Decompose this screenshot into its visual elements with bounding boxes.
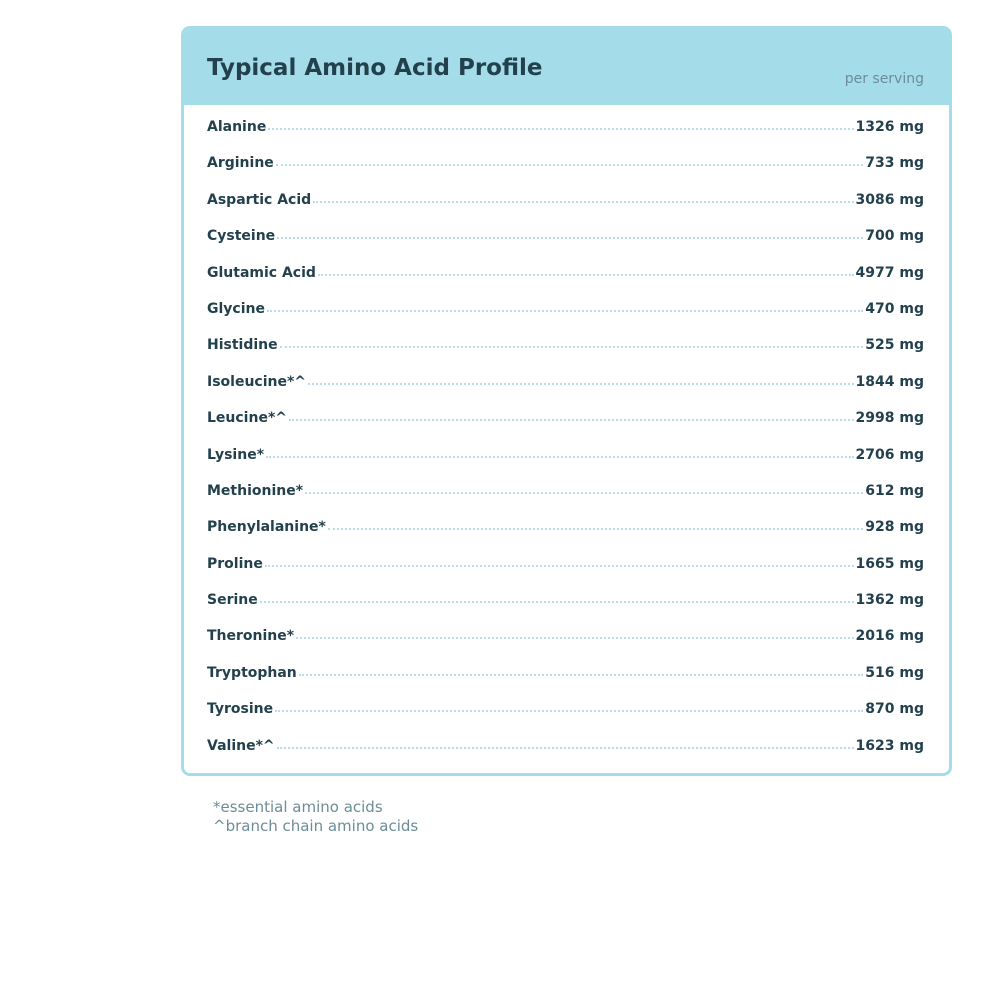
amino-acid-amount: 516 mg — [865, 664, 924, 681]
list-item — [207, 410, 924, 446]
dotted-leader — [305, 492, 863, 494]
dotted-leader — [267, 310, 863, 312]
footnotes — [213, 798, 418, 836]
list-item — [207, 265, 924, 301]
amino-acid-amount: 525 mg — [865, 337, 924, 354]
amino-acid-panel — [181, 26, 952, 776]
dotted-leader — [260, 601, 854, 603]
amino-acid-name: Tyrosine — [207, 701, 274, 718]
amino-acid-amount: 1623 mg — [855, 737, 924, 754]
amino-acid-amount: 612 mg — [865, 482, 924, 499]
amino-acid-amount: 2016 mg — [855, 628, 924, 645]
amino-acid-name: Histidine — [207, 337, 278, 354]
list-item — [207, 228, 924, 264]
dotted-leader — [313, 201, 853, 203]
dotted-leader — [296, 637, 853, 639]
amino-acid-name: Isoleucine*^ — [207, 373, 307, 390]
amino-acid-amount: 470 mg — [865, 300, 924, 317]
list-item — [207, 592, 924, 628]
amino-acid-amount: 1326 mg — [855, 119, 924, 135]
amino-acid-name: Aspartic Acid — [207, 191, 312, 208]
dotted-leader — [299, 674, 864, 676]
list-item — [207, 556, 924, 592]
amino-acid-amount: 733 mg — [865, 155, 924, 172]
dotted-leader — [276, 164, 863, 166]
amino-acid-name: Theronine* — [207, 628, 295, 645]
amino-acid-name: Proline — [207, 555, 263, 572]
panel-title: Typical Amino Acid Profile — [207, 55, 543, 81]
amino-acid-name: Alanine — [207, 119, 267, 135]
list-item — [207, 701, 924, 737]
amino-acid-amount: 3086 mg — [855, 191, 924, 208]
amino-acid-amount: 2706 mg — [855, 446, 924, 463]
dotted-leader — [318, 274, 854, 276]
list-item — [207, 374, 924, 410]
footnote-branch-chain: ^branch chain amino acids — [213, 817, 419, 835]
amino-acid-amount: 4977 mg — [855, 264, 924, 281]
dotted-leader — [289, 419, 854, 421]
amino-acid-name: Cysteine — [207, 228, 276, 245]
amino-acid-name: Glutamic Acid — [207, 264, 316, 281]
dotted-leader — [266, 456, 854, 458]
list-item — [207, 337, 924, 373]
list-item — [207, 628, 924, 664]
footnote-essential: *essential amino acids — [213, 798, 383, 816]
amino-acid-name: Lysine* — [207, 446, 265, 463]
amino-acid-amount: 928 mg — [865, 519, 924, 536]
amino-acid-name: Phenylalanine* — [207, 519, 326, 536]
dotted-leader — [277, 237, 863, 239]
amino-acid-amount: 1362 mg — [855, 592, 924, 609]
amino-acid-amount: 870 mg — [865, 701, 924, 718]
list-item — [207, 483, 924, 519]
list-item — [207, 447, 924, 483]
panel-subtitle: per serving — [844, 71, 924, 87]
amino-acid-name: Leucine*^ — [207, 410, 287, 427]
amino-acid-name: Valine*^ — [207, 737, 275, 754]
amino-acid-amount: 1844 mg — [855, 373, 924, 390]
list-item — [207, 301, 924, 337]
amino-acid-name: Tryptophan — [207, 664, 297, 681]
amino-acid-name: Glycine — [207, 300, 265, 317]
list-item — [207, 665, 924, 701]
dotted-leader — [275, 710, 863, 712]
amino-acid-name: Serine — [207, 592, 258, 609]
amino-acid-name: Methionine* — [207, 482, 304, 499]
amino-acid-amount: 2998 mg — [855, 410, 924, 427]
amino-acid-amount: 700 mg — [865, 228, 924, 245]
dotted-leader — [277, 747, 854, 749]
list-item — [207, 519, 924, 555]
dotted-leader — [308, 383, 854, 385]
amino-acid-list — [207, 119, 924, 774]
list-item — [207, 192, 924, 228]
amino-acid-name: Arginine — [207, 155, 274, 172]
dotted-leader — [280, 346, 864, 348]
panel-header — [184, 29, 949, 105]
dotted-leader — [268, 128, 853, 130]
list-item — [207, 155, 924, 191]
list-item — [207, 119, 924, 155]
list-item — [207, 738, 924, 774]
dotted-leader — [265, 565, 854, 567]
dotted-leader — [328, 528, 863, 530]
amino-acid-amount: 1665 mg — [855, 555, 924, 572]
